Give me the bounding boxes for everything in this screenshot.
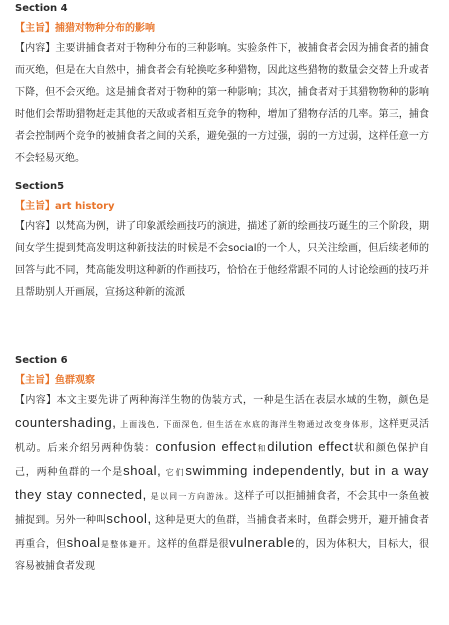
section-4 bbox=[15, 2, 429, 170]
section-content: 【内容】主要讲捕食者对于物种分布的三种影响。实验条件下，被捕食者会因为捕食者的捕食而灭绝，但是在大自然中，捕食者会有轮换吃多种猎物，因此这些猎物的数量会交替上升或者下降，但不会灭绝。这是捕食者对于物种的第一种影响；其次，捕食者对于其猎物物种的影响时他们会帮助猎物赶走其他的天敌或者相互竞争的物种，增加了猎物存活的几率。第三，捕食者会控制两个竞争的被捕食者之间的关系，避免强的一方过强，弱的一方过弱，这样任意一方不会轻易灭绝。 bbox=[15, 43, 429, 164]
content-fragment: 【内容】本文主要先讲了两种海洋生物的伪装方式，一种是生活在表层水域的生物，颜色是 bbox=[15, 395, 429, 406]
section-content: 【内容】以梵高为例，讲了印象派绘画技巧的演进，描述了新的绘画技巧诞生的三个阶段，期间女学生提到梵高发明这种新技法的时候是不会social的一个人，只关注绘画，但后续老师的回答与此不同，梵高能发明这种新的作画技巧，恰恰在于他经常跟不同的人讨论绘画的技巧并且帮助别人开画展，宣扬这种新的流派 bbox=[15, 221, 429, 298]
content-fragment: 这样的鱼群是很 bbox=[156, 539, 229, 550]
section-6 bbox=[15, 354, 429, 578]
content-fragment: 这种是更大的鱼群，当捕食者来时，鱼群会劈开，避开捕食者再重合，但 bbox=[15, 515, 429, 550]
content-fragment: 这样子可以拒捕捕食者，不会其中一条鱼被捕捉到。另外一种叫 bbox=[15, 491, 429, 526]
content-fragment: countershading, bbox=[15, 415, 117, 430]
content-fragment: vulnerable bbox=[228, 535, 295, 550]
content-fragment: 和 bbox=[256, 444, 268, 453]
content-fragment: shoal bbox=[66, 535, 101, 550]
content-fragment: confusion effect bbox=[155, 439, 257, 454]
section-title: Section5 bbox=[15, 181, 65, 192]
section-topic: 【主旨】捕猎对物种分布的影响 bbox=[15, 23, 155, 34]
section-title: Section 4 bbox=[15, 3, 68, 14]
section-5 bbox=[15, 180, 429, 304]
section-content bbox=[15, 390, 429, 578]
content-fragment: 这样更灵活机动。后来介绍另两种伪装： bbox=[15, 419, 430, 454]
section-title: Section 6 bbox=[15, 355, 68, 366]
content-fragment: 上面浅色, 下面深色, 但生活在水底的海洋生物通过改变身体形， bbox=[116, 420, 379, 429]
content-fragment: 是以同一方向游泳。 bbox=[146, 492, 235, 501]
content-fragment: 是整体避开。 bbox=[100, 540, 157, 549]
content-fragment: 它们 bbox=[161, 468, 186, 477]
content-fragment: 的，因为体积大，目标大，很容易被捕食者发现 bbox=[15, 539, 430, 572]
content-fragment: shoal, bbox=[123, 463, 162, 478]
section-topic: 【主旨】art history bbox=[15, 201, 115, 212]
content-fragment: dilution effect bbox=[267, 439, 354, 454]
content-fragment: swimming independently, but in a way they stay connected, bbox=[15, 463, 430, 502]
section-topic: 【主旨】鱼群观察 bbox=[15, 375, 95, 386]
content-fragment: 状和颜色保护自己，两种鱼群的一个是 bbox=[15, 443, 430, 478]
content-fragment: school, bbox=[106, 511, 152, 526]
